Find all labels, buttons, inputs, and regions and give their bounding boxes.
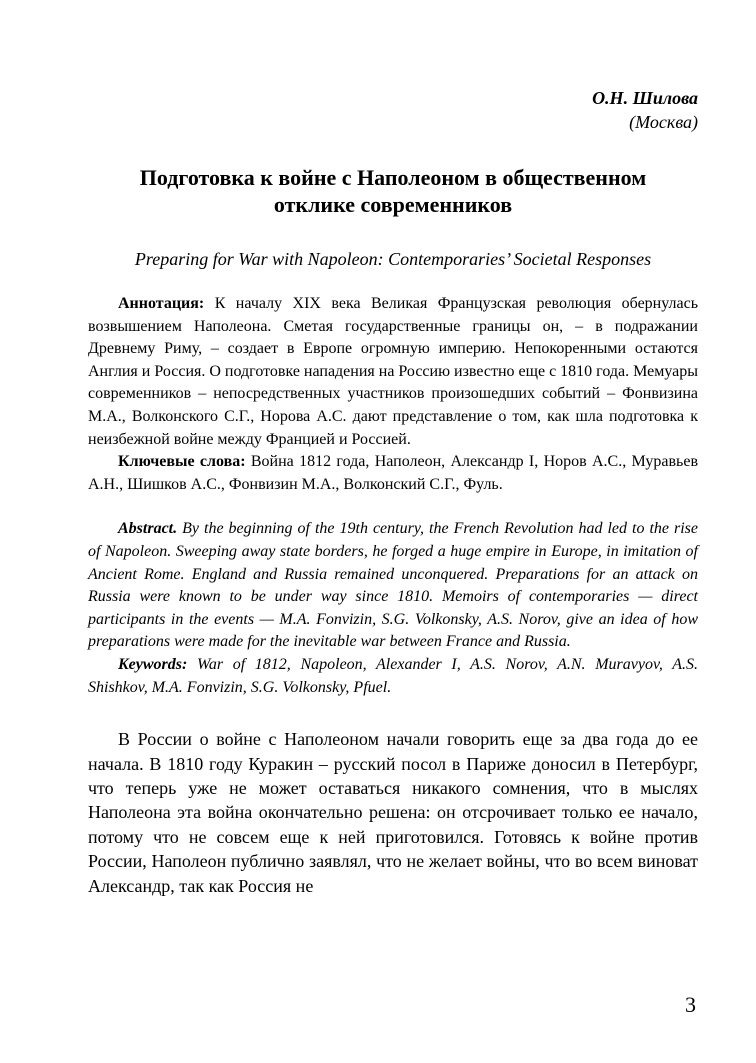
body-paragraph: В России о войне с Наполеоном начали говорить еще за два года до ее начала. В 1810 году Куракин – русский посол в Париже доносил в Петербург, что теперь уже не может оставаться никакого сомнения, что в мыслях Наполеона эта война окончательно решена: он отсрочивает только ее начало, потому что не совсем еще к ней приготовился. Готовясь к войне против России, Наполеон публично заявлял, что не желает войны, что во всем виноват Александр, так как Россия не <box>88 729 698 896</box>
keywords-ru-label: Ключевые слова: <box>118 453 246 471</box>
abstract-block <box>88 518 698 699</box>
keywords-en-text: War of 1812, Napoleon, Alexander I, A.S. Norov, A.N. Muravyov, A.S. Shishkov, M.A. Fonvizin, S.G. Volkonsky, Pfuel. <box>88 655 699 696</box>
article-subtitle-en: Preparing for War with Napoleon: Contemporaries’ Societal Responses <box>134 249 652 269</box>
keywords-ru-text: Война 1812 года, Наполеон, Александр I, Норов А.С., Муравьев А.Н., Шишков А.С., Фонвизин М.А., Волконский С.Г., Фуль. <box>88 453 698 493</box>
page-number: 3 <box>685 992 696 1017</box>
keywords-en-paragraph <box>88 654 698 699</box>
article-page <box>88 80 698 898</box>
title-line-2: отклике современников <box>273 192 513 217</box>
annotation-paragraph <box>88 293 698 451</box>
body-text <box>88 727 698 898</box>
author-name: О.Н. Шилова <box>592 88 698 108</box>
article-title <box>88 164 698 218</box>
annotation-label: Аннотация: <box>118 295 205 312</box>
abstract-label: Abstract. <box>118 520 178 538</box>
annotation-text: К началу XIX века Великая Французская революция обернулась возвышением Наполеона. Сметая государственные границы он, – в подражании Древнему Риму, – создает в Европе огромную империю. Непокоренными остаются Англия и Россия. О подготовке нападения на Россию известно еще с 1810 года. Мемуары современников – непосредственных участников произошедших событий – Фонвизина М.А., Волконского С.Г., Норова А.С. дают представление о том, как шла подготовка к неизбежной войне между Францией и Россией. <box>88 295 699 448</box>
annotation-block <box>88 293 698 496</box>
abstract-text: By the beginning of the 19th century, the French Revolution had led to the rise of Napoleon. Sweeping away state borders, he forged a huge empire in Europe, in imitation of Ancient Rome. England and Russia remained unconquered. Preparations for an attack on Russia were known to be under way since 1810. Memoirs of contemporaries — direct participants in the events — M.A. Fonvizin, S.G. Volkonsky, A.S. Norov, give an idea of how preparations were made for the inevitable war between France and Russia. <box>88 520 699 651</box>
keywords-en-label: Keywords: <box>118 655 188 673</box>
title-line-1: Подготовка к войне с Наполеоном в общественном <box>139 165 647 190</box>
abstract-paragraph <box>88 518 698 654</box>
author-city: (Москва) <box>629 112 698 132</box>
keywords-ru-paragraph <box>88 451 698 496</box>
